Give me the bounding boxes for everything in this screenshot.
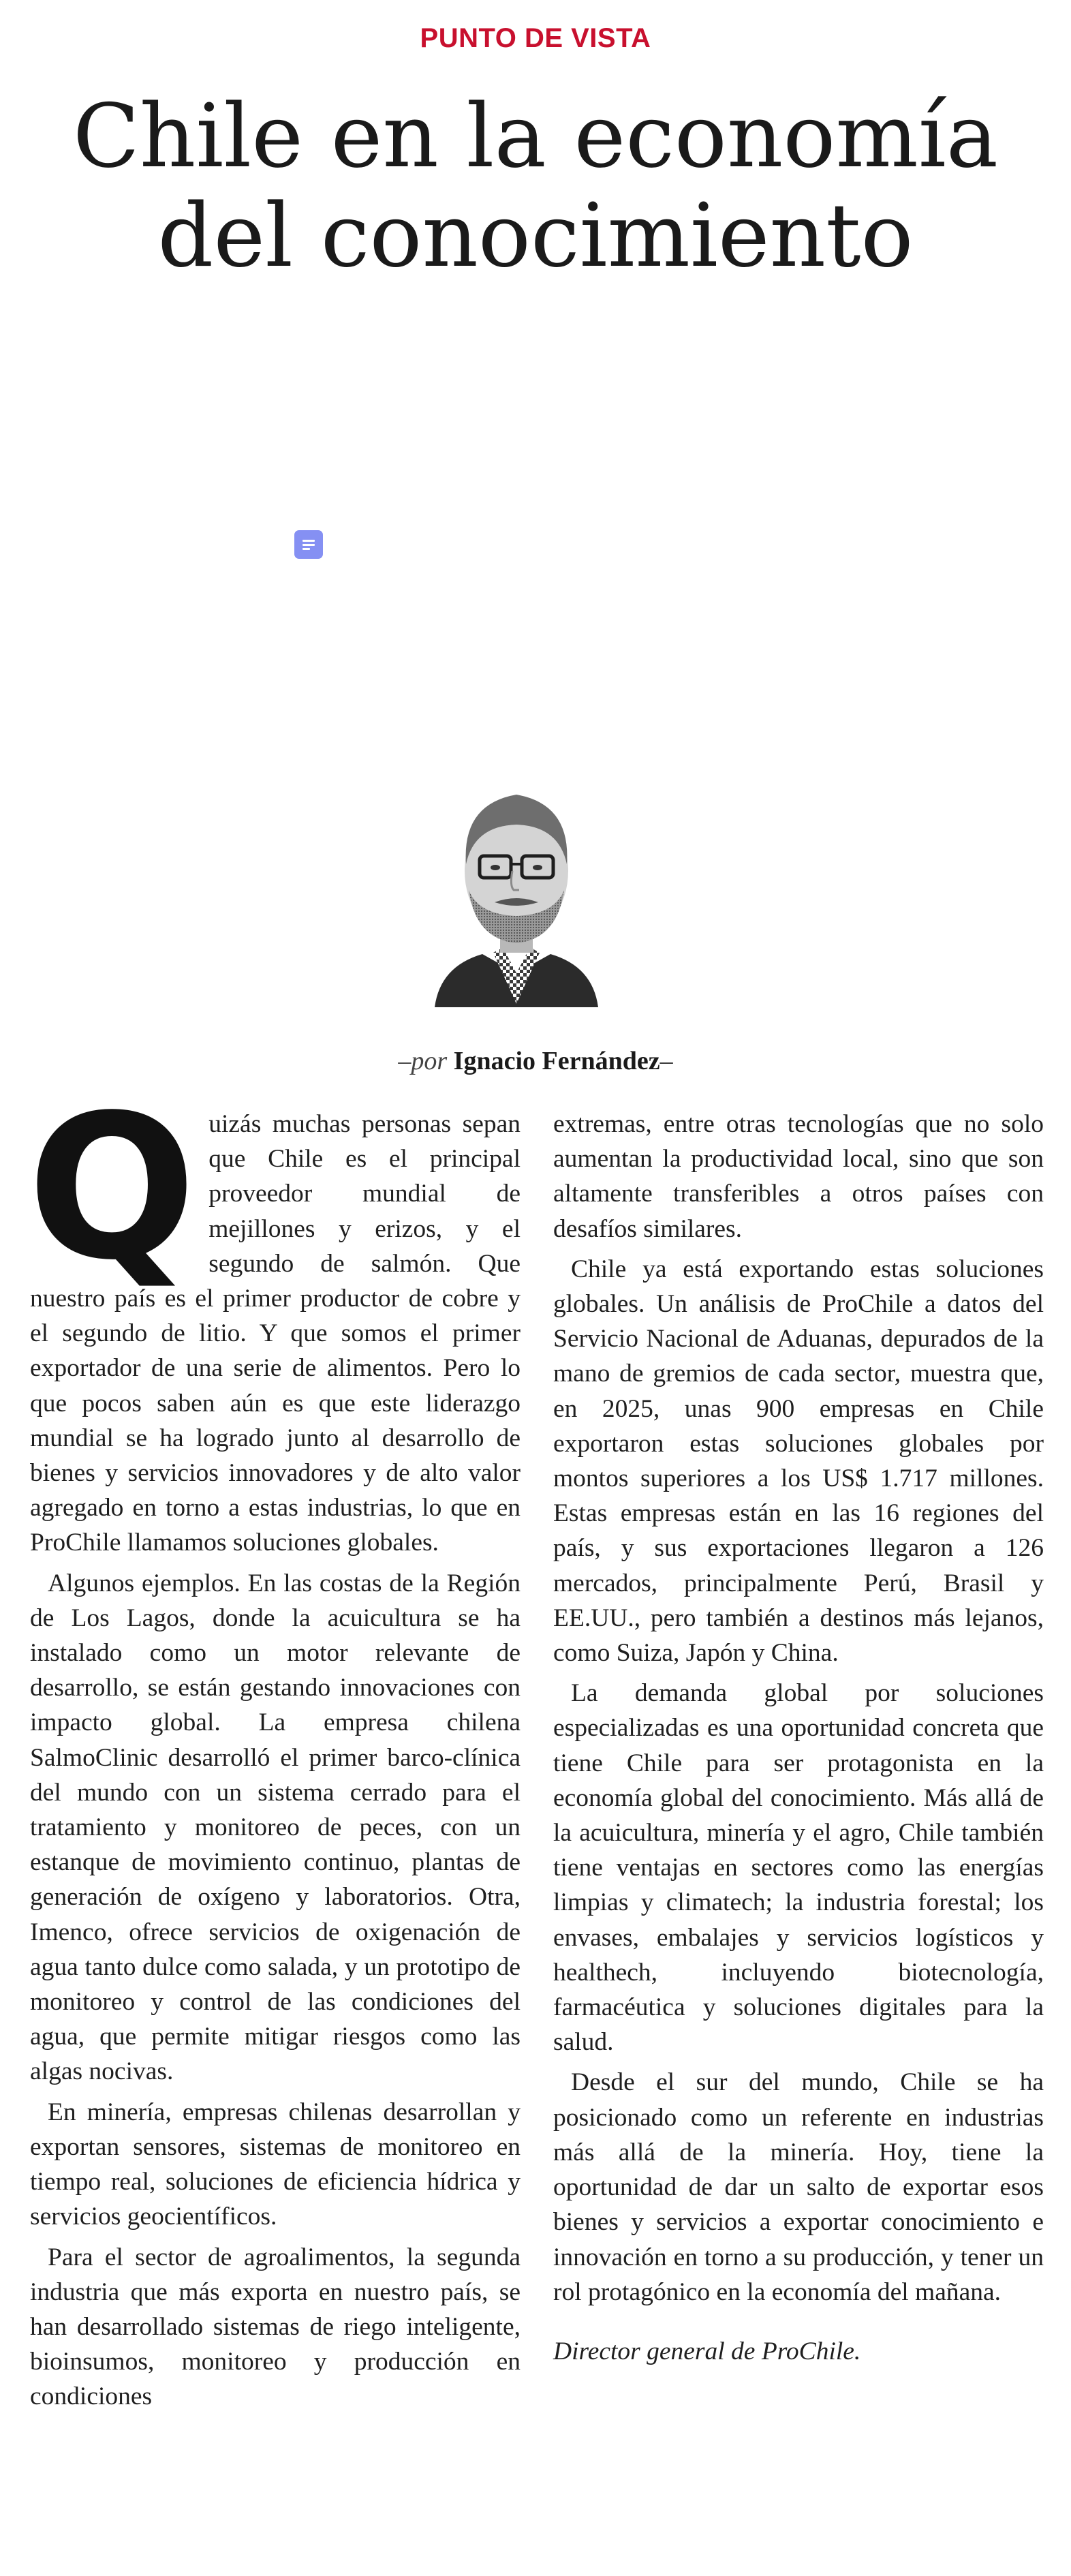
article-column-right [553, 1107, 1044, 2374]
headline: Chile en la economía del conocimiento [72, 86, 999, 287]
paragraph-1-text: uizás muchas personas sepan que Chile es el principal proveedor mundial de mejillones y erizos, y el segundo de salmón. Que nuestro país es el primer productor de cobre y el segundo de litio. Y que somos el primer exportador de una serie de alimentos. Pero lo que pocos saben aún es que este liderazgo mundial se ha logrado junto al desarrollo de bienes y servicios innovadores y de alto valor agregado en torno a estas industrias, lo que en ProChile llamamos soluciones globales. [30, 1110, 521, 1557]
byline-author: Ignacio Fernández [453, 1047, 660, 1075]
paragraph-5: Chile ya está exportando estas soluciones globales. Un análisis de ProChile a datos del Servicio Nacional de Aduanas, depurados de la mano de gremios de cada sector, muestra que, en 2025, unas 900 empresas en Chile exportaron estas soluciones globales por montos superiores a los US$ 1.717 millones. Estas empresas están en las 16 regiones del país, y sus exportaciones llegaron a 126 mercados, principalmente Perú, Brasil y EE.UU., pero también a destinos más lejanos, como Suiza, Japón y China. [553, 1255, 1044, 1668]
paragraph-4-end: extremas, entre otras tecnologías que no solo aumentan la productividad local, sino que son altamente transferibles a otros países con desafíos similares. [553, 1110, 1044, 1243]
paragraph-2: Algunos ejemplos. En las costas de la Región de Los Lagos, donde la acuicultura se ha instalado como un motor relevante de desarrollo, se están gestando innovaciones con impacto global. La empresa chilena SalmoClinic desarrolló el primer barco-clínica del mundo con un sistema cerrado para el tratamiento y monitoreo de peces, con un estanque de movimiento continuo, plantas de generación de oxígeno y laboratorios. Otra, Imenco, ofrece servicios de oxigenación de agua tanto dulce como salada, y un prototipo de monitoreo y control de las condiciones del agua, que permite mitigar riesgos como las algas nocivas. [30, 1569, 521, 2086]
paragraph-7: Desde el sur del mundo, Chile se ha posicionado como un referente en industrias más allá de la minería. Hoy, tiene la oportunidad de dar un salto de exportar esos bienes y servicios a exportar conocimiento e innovación en torno a su producción, y tener un rol protagónico en la economía del mañana. [553, 2068, 1044, 2306]
paragraph-4-start: Para el sector de agroalimentos, la segunda industria que más exporta en nuestro país, se han desarrollado sistemas de riego inteligente, bioinsumos, monitoreo y producción en condiciones [30, 2243, 521, 2411]
paragraph-1 [27, 1072, 521, 1561]
note-icon[interactable] [294, 530, 323, 559]
article-column-left [27, 1072, 521, 2420]
author-signature: Director general de ProChile. [553, 2337, 861, 2365]
paragraph-6: La demanda global por soluciones especializadas es una oportunidad concreta que tiene Chile para ser protagonista en la economía global del conocimiento. Más allá de la acuicultura, minería y el agro, Chile también tiene ventajas en sectores como las energías limpias y climatech; la industria forestal; los envases, embalajes y servicios logísticos y healthech, incluyendo biotecnología, farmacéutica y soluciones digitales para la salud. [553, 1679, 1044, 2057]
section-label: PUNTO DE VISTA [420, 23, 651, 53]
drop-cap: Q [27, 1072, 197, 1304]
paragraph-3: En minería, empresas chilenas desarrollan y exportan sensores, sistemas de monitoreo en tiempo real, soluciones de eficiencia hídrica y servicios geocientíficos. [30, 2098, 521, 2231]
author-portrait [435, 769, 598, 1007]
byline-suffix: – [659, 1047, 673, 1075]
byline-prefix: –por [398, 1047, 448, 1075]
